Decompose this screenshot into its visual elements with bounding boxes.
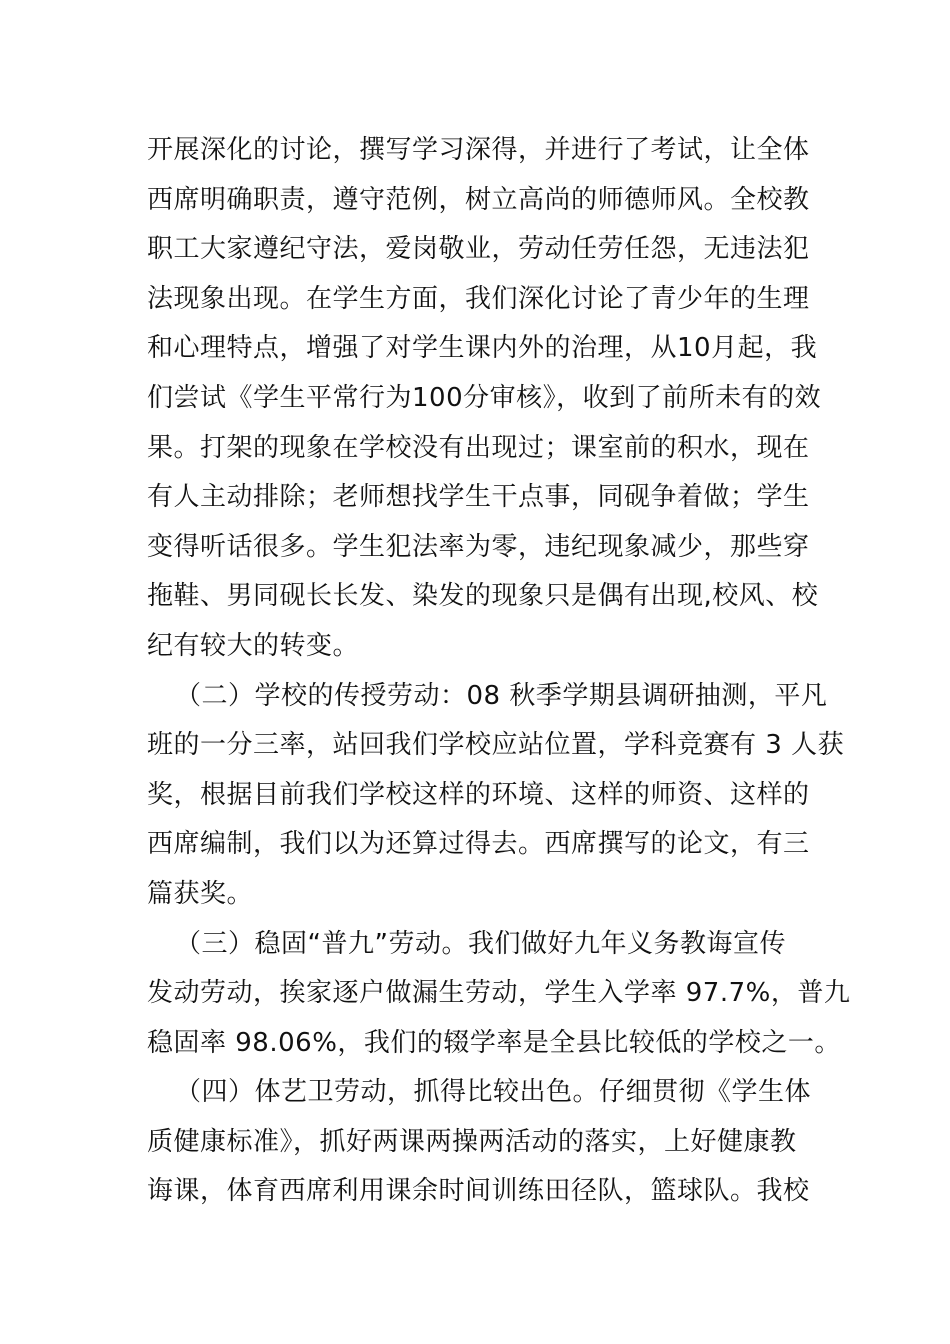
paragraph-first-line: （二）学校的传授劳动：08 秋季学期县调研抽测，平凡 <box>175 680 828 711</box>
text-line: 发动劳动，挨家逐户做漏生劳动，学生入学率 97.7%，普九 <box>147 978 851 1009</box>
text-line: 西席编制，我们以为还算过得去。西席撰写的论文，有三 <box>147 829 810 860</box>
text-line: 西席明确职责，遵守范例，树立高尚的师德师风。全校教 <box>147 184 810 215</box>
text-line: 有人主动排除；老师想找学生干点事，同砚争着做；学生 <box>147 482 810 513</box>
text-line: 奖，根据目前我们学校这样的环境、这样的师资、这样的 <box>147 779 810 810</box>
text-line: 变得听话很多。学生犯法率为零，违纪现象减少，那些穿 <box>147 531 810 562</box>
text-line: 纪有较大的转变。 <box>147 630 360 661</box>
text-line: 诲课，体育西席利用课余时间训练田径队，篮球队。我校 <box>147 1176 810 1207</box>
text-line: 篇获奖。 <box>147 878 254 909</box>
text-line: 法现象出现。在学生方面，我们深化讨论了青少年的生理 <box>147 283 810 314</box>
text-line: 开展深化的讨论，撰写学习深得，并进行了考试，让全体 <box>147 135 810 165</box>
text-line: 职工大家遵纪守法，爱岗敬业，劳动任劳任怨，无违法犯 <box>147 234 810 265</box>
text-line: 质健康标准》，抓好两课两操两活动的落实，上好健康教 <box>147 1126 797 1157</box>
paragraph-first-line: （四）体艺卫劳动，抓得比较出色。仔细贯彻《学生体 <box>175 1077 812 1108</box>
text-line: 拖鞋、男同砚长长发、染发的现象只是偶有出现,校风、校 <box>147 581 819 612</box>
text-line: 们尝试《学生平常行为100分审核》，收到了前所未有的效 <box>147 382 822 413</box>
body-text <box>147 126 851 1217</box>
text-line: 班的一分三率，站回我们学校应站位置，学科竞赛有 3 人获 <box>147 730 845 761</box>
text-line: 稳固率 98.06%，我们的辍学率是全县比较低的学校之一。 <box>147 1027 841 1058</box>
text-line: 果。打架的现象在学校没有出现过；课室前的积水，现在 <box>147 432 810 463</box>
paragraph-first-line: （三）稳固“普九”劳动。我们做好九年义务教诲宣传 <box>175 928 786 959</box>
text-line: 和心理特点，增强了对学生课内外的治理，从10月起，我 <box>147 333 818 364</box>
